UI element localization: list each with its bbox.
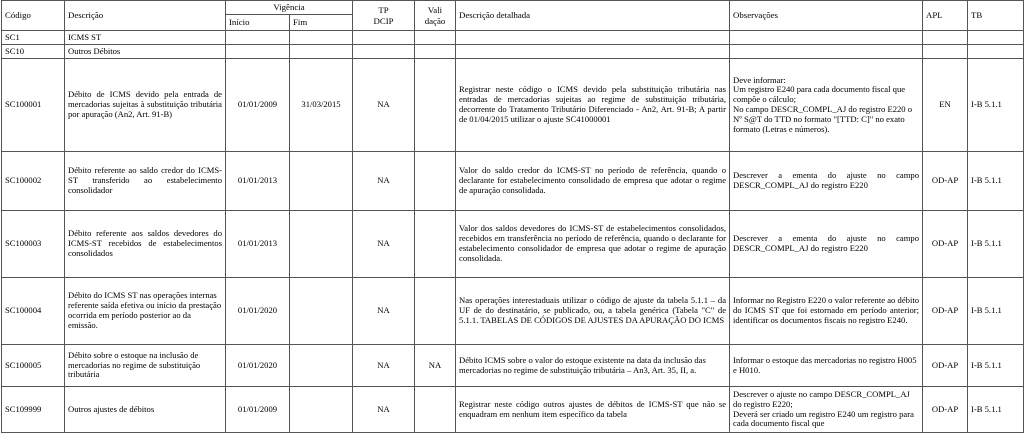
cell-tb: I-B 5.1.1 bbox=[968, 59, 1024, 152]
cell-fim bbox=[290, 211, 353, 278]
header-validacao bbox=[415, 1, 456, 31]
cell-fim bbox=[290, 31, 353, 45]
cell-observacoes: Descrever o ajuste no campo DESCR_COMPL_AJ do registro E220; Deverá ser criado um registro E240 um registro para cada documento fiscal que bbox=[730, 387, 923, 433]
header-tp-dcip bbox=[353, 1, 415, 31]
header-dcip: DCIP bbox=[373, 15, 394, 26]
cell-tp-dcip: NA bbox=[353, 59, 415, 152]
cell-descricao: Débito referente ao saldo credor do ICMS-ST transferido ao estabelecimento consolidador bbox=[65, 152, 226, 211]
table-row bbox=[2, 59, 1024, 152]
cell-tb: I-B 5.1.1 bbox=[968, 211, 1024, 278]
table-row bbox=[2, 278, 1024, 345]
cell-validacao bbox=[415, 387, 456, 433]
cell-validacao bbox=[415, 31, 456, 45]
cell-tp-dcip: NA bbox=[353, 152, 415, 211]
cell-apl: OD-AP bbox=[923, 387, 968, 433]
cell-inicio bbox=[226, 31, 290, 45]
header-descricao: Descrição bbox=[65, 1, 226, 31]
cell-observacoes: Informar o estoque das mercadorias no registro H005 e H010. bbox=[730, 345, 923, 387]
cell-validacao: NA bbox=[415, 345, 456, 387]
cell-tp-dcip: NA bbox=[353, 211, 415, 278]
cell-observacoes: Descrever a ementa do ajuste no campo DESCR_COMPL_AJ do registro E220 bbox=[730, 152, 923, 211]
table-row bbox=[2, 345, 1024, 387]
cell-codigo: SC100001 bbox=[2, 59, 65, 152]
cell-descricao: Outros ajustes de débitos bbox=[65, 387, 226, 433]
header-fim: Fim bbox=[290, 15, 353, 31]
cell-observacoes bbox=[730, 45, 923, 59]
cell-codigo: SC1 bbox=[2, 31, 65, 45]
table-row bbox=[2, 152, 1024, 211]
cell-detalhada: Registrar neste código outros ajustes de débitos de ICMS-ST que não se enquadram em nenhum item específico da tabela bbox=[456, 387, 730, 433]
cell-codigo: SC100003 bbox=[2, 211, 65, 278]
cell-fim: 31/03/2015 bbox=[290, 59, 353, 152]
cell-codigo: SC100004 bbox=[2, 278, 65, 345]
cell-tb: I-B 5.1.1 bbox=[968, 278, 1024, 345]
header-vigencia: Vigência bbox=[226, 1, 353, 15]
cell-inicio bbox=[226, 45, 290, 59]
cell-detalhada: Valor dos saldos devedores do ICMS-ST de estabelecimentos consolidados, recebidos em transferência no período de referência, quando o declarante for estabelecimento consolidador de empresa que adotar o regime de apuração consolidada. bbox=[456, 211, 730, 278]
cell-tb: I-B 5.1.1 bbox=[968, 345, 1024, 387]
cell-detalhada bbox=[456, 31, 730, 45]
adjustment-codes-table bbox=[1, 0, 1024, 433]
cell-validacao bbox=[415, 59, 456, 152]
cell-detalhada bbox=[456, 45, 730, 59]
cell-detalhada: Registrar neste código o ICMS devido pela substituição tributária nas entradas de mercadorias sujeitas ao regime de substituição tributária, decorrente do Tratamento Tributário Diferenciado - An2, Art. 91-B; A partir de 01/04/2015 utilizar o ajuste SC41000001 bbox=[456, 59, 730, 152]
cell-validacao bbox=[415, 211, 456, 278]
header-tb: TB bbox=[968, 1, 1024, 31]
cell-descricao: ICMS ST bbox=[65, 31, 226, 45]
cell-inicio: 01/01/2013 bbox=[226, 211, 290, 278]
cell-observacoes: Deve informar: Um registro E240 para cada documento fiscal que compõe o cálculo; No campo DESCR_COMPL_AJ do registro E220 o Nº S@T do TTD no formato "[TTD: C]" no exato formato (Letras e números). bbox=[730, 59, 923, 152]
cell-tb bbox=[968, 31, 1024, 45]
cell-codigo: SC100005 bbox=[2, 345, 65, 387]
cell-inicio: 01/01/2009 bbox=[226, 387, 290, 433]
cell-tb: I-B 5.1.1 bbox=[968, 387, 1024, 433]
cell-observacoes bbox=[730, 31, 923, 45]
header-observacoes: Observações bbox=[730, 1, 923, 31]
cell-observacoes: Descrever a ementa do ajuste no campo DESCR_COMPL_AJ do registro E220 bbox=[730, 211, 923, 278]
cell-validacao bbox=[415, 278, 456, 345]
cell-apl: EN bbox=[923, 59, 968, 152]
cell-apl: OD-AP bbox=[923, 211, 968, 278]
cell-descricao: Débito referente aos saldos devedores do ICMS-ST recebidos de estabelecimentos consolidados bbox=[65, 211, 226, 278]
cell-validacao bbox=[415, 152, 456, 211]
table-row bbox=[2, 45, 1024, 59]
cell-tp-dcip bbox=[353, 45, 415, 59]
cell-observacoes: Informar no Registro E220 o valor referente ao débito do ICMS ST que foi estornado em período anterior; identificar os documentos fiscais no registro E240. bbox=[730, 278, 923, 345]
cell-detalhada: Nas operações interestaduais utilizar o código de ajuste da tabela 5.1.1 – da UF de do destinatário, se publicado, ou, a tabela genérica (Tabela "C" de 5.1.1. TABELAS DE CÓDIGOS DE AJUSTES DA APURAÇÃO DO ICMS bbox=[456, 278, 730, 345]
table-row bbox=[2, 387, 1024, 433]
table-row bbox=[2, 31, 1024, 45]
header-codigo: Código bbox=[2, 1, 65, 31]
cell-fim bbox=[290, 152, 353, 211]
cell-codigo: SC109999 bbox=[2, 387, 65, 433]
cell-fim bbox=[290, 45, 353, 59]
cell-codigo: SC10 bbox=[2, 45, 65, 59]
cell-detalhada: Valor do saldo credor do ICMS-ST no período de referência, quando o declarante for estabelecimento consolidado de empresa que adotar o regime de apuração consolidada. bbox=[456, 152, 730, 211]
cell-descricao: Débito sobre o estoque na inclusão de mercadorias no regime de substituição tributária bbox=[65, 345, 226, 387]
cell-fim bbox=[290, 387, 353, 433]
cell-descricao: Débito de ICMS devido pela entrada de mercadorias sujeitas à substituição tributária por apuração (An2, Art. 91-B) bbox=[65, 59, 226, 152]
cell-apl: OD-AP bbox=[923, 345, 968, 387]
header-dacao: dação bbox=[424, 15, 446, 26]
cell-apl bbox=[923, 45, 968, 59]
cell-inicio: 01/01/2020 bbox=[226, 278, 290, 345]
cell-fim bbox=[290, 345, 353, 387]
cell-tp-dcip: NA bbox=[353, 278, 415, 345]
cell-apl: OD-AP bbox=[923, 278, 968, 345]
header-apl: APL bbox=[923, 1, 968, 31]
header-descricao-detalhada: Descrição detalhada bbox=[456, 1, 730, 31]
cell-apl bbox=[923, 31, 968, 45]
header-inicio: Início bbox=[226, 15, 290, 31]
table-row bbox=[2, 211, 1024, 278]
cell-descricao: Débito do ICMS ST nas operações internas referente saída efetiva ou início da prestação ocorrida em período posterior ao da emissão. bbox=[65, 278, 226, 345]
cell-fim bbox=[290, 278, 353, 345]
cell-tp-dcip: NA bbox=[353, 387, 415, 433]
cell-apl: OD-AP bbox=[923, 152, 968, 211]
cell-inicio: 01/01/2013 bbox=[226, 152, 290, 211]
cell-descricao: Outros Débitos bbox=[65, 45, 226, 59]
cell-tb: I-B 5.1.1 bbox=[968, 152, 1024, 211]
cell-detalhada: Débito ICMS sobre o valor do estoque existente na data da inclusão das mercadorias no regime de substituição tributária – An3, Art. 35, II, a. bbox=[456, 345, 730, 387]
header-vali: Vali bbox=[427, 5, 443, 16]
cell-inicio: 01/01/2009 bbox=[226, 59, 290, 152]
cell-inicio: 01/01/2020 bbox=[226, 345, 290, 387]
cell-tp-dcip bbox=[353, 31, 415, 45]
cell-tb bbox=[968, 45, 1024, 59]
header-tp: TP bbox=[378, 5, 389, 16]
cell-tp-dcip: NA bbox=[353, 345, 415, 387]
cell-validacao bbox=[415, 45, 456, 59]
cell-codigo: SC100002 bbox=[2, 152, 65, 211]
